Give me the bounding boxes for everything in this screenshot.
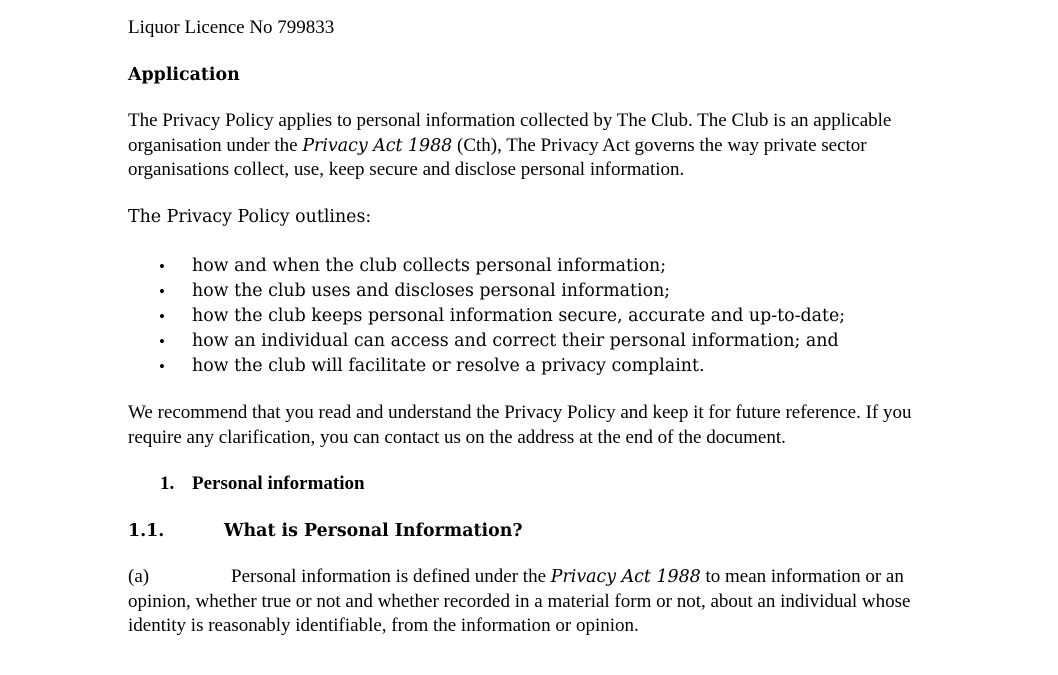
list-item-text: how and when the club collects personal information; [192,256,667,276]
privacy-act-reference: Privacy Act 1988 [550,567,701,587]
application-paragraph-text-start: The Privacy Policy applies to personal information collected by The Club. The Club is an applicable organisation under the [128,110,892,156]
list-item-text: how an individual can access and correct their personal information; and [192,331,839,351]
licence-number-line: Liquor Licence No 799833 [128,17,335,38]
outlines-intro: The Privacy Policy outlines: [128,206,372,227]
bullet-dot: • [159,357,165,376]
section-number: 1. [160,473,175,494]
clause-text-end: to mean information or an opinion, whether true or not and whether recorded in a material form or not, about an individual whose identity is reasonably identifiable, from the information or opinion. [128,566,911,636]
section-heading-personal-information [128,472,928,497]
outline-bullet-list [128,254,928,379]
document-page [128,16,928,639]
bullet-dot: • [159,257,165,276]
subsection-title: What is Personal Information? [224,520,523,541]
section-title: Personal information [192,473,365,494]
subsection-number: 1.1. [128,520,165,541]
list-item-text: how the club keeps personal information secure, accurate and up-to-date; [192,306,846,326]
recommendation-paragraph: We recommend that you read and understand the Privacy Policy and keep it for future reference. If you require any clarification, you can contact us on the address at the end of the document. [128,402,912,448]
list-item-text: how the club uses and discloses personal information; [192,281,671,301]
application-paragraph-text-end: (Cth), The Privacy Act governs the way private sector organisations collect, use, keep secure and disclose personal information. [128,134,867,180]
bullet-dot: • [159,307,165,326]
list-item-text: how the club will facilitate or resolve a privacy complaint. [192,356,705,376]
clause-label: (a) [128,566,150,587]
list-item [128,304,928,329]
bullet-dot: • [159,282,165,301]
list-item [128,329,928,354]
clause-a-paragraph [128,565,928,639]
list-item [128,254,928,279]
subsection-heading-what-is-personal-information [128,519,928,544]
application-heading: Application [128,64,240,85]
list-item [128,279,928,304]
application-paragraph [128,109,928,183]
bullet-dot: • [159,332,165,351]
privacy-act-reference: Privacy Act 1988 [302,135,453,156]
list-item [128,354,928,379]
clause-text-start: Personal information is defined under the [231,566,551,587]
